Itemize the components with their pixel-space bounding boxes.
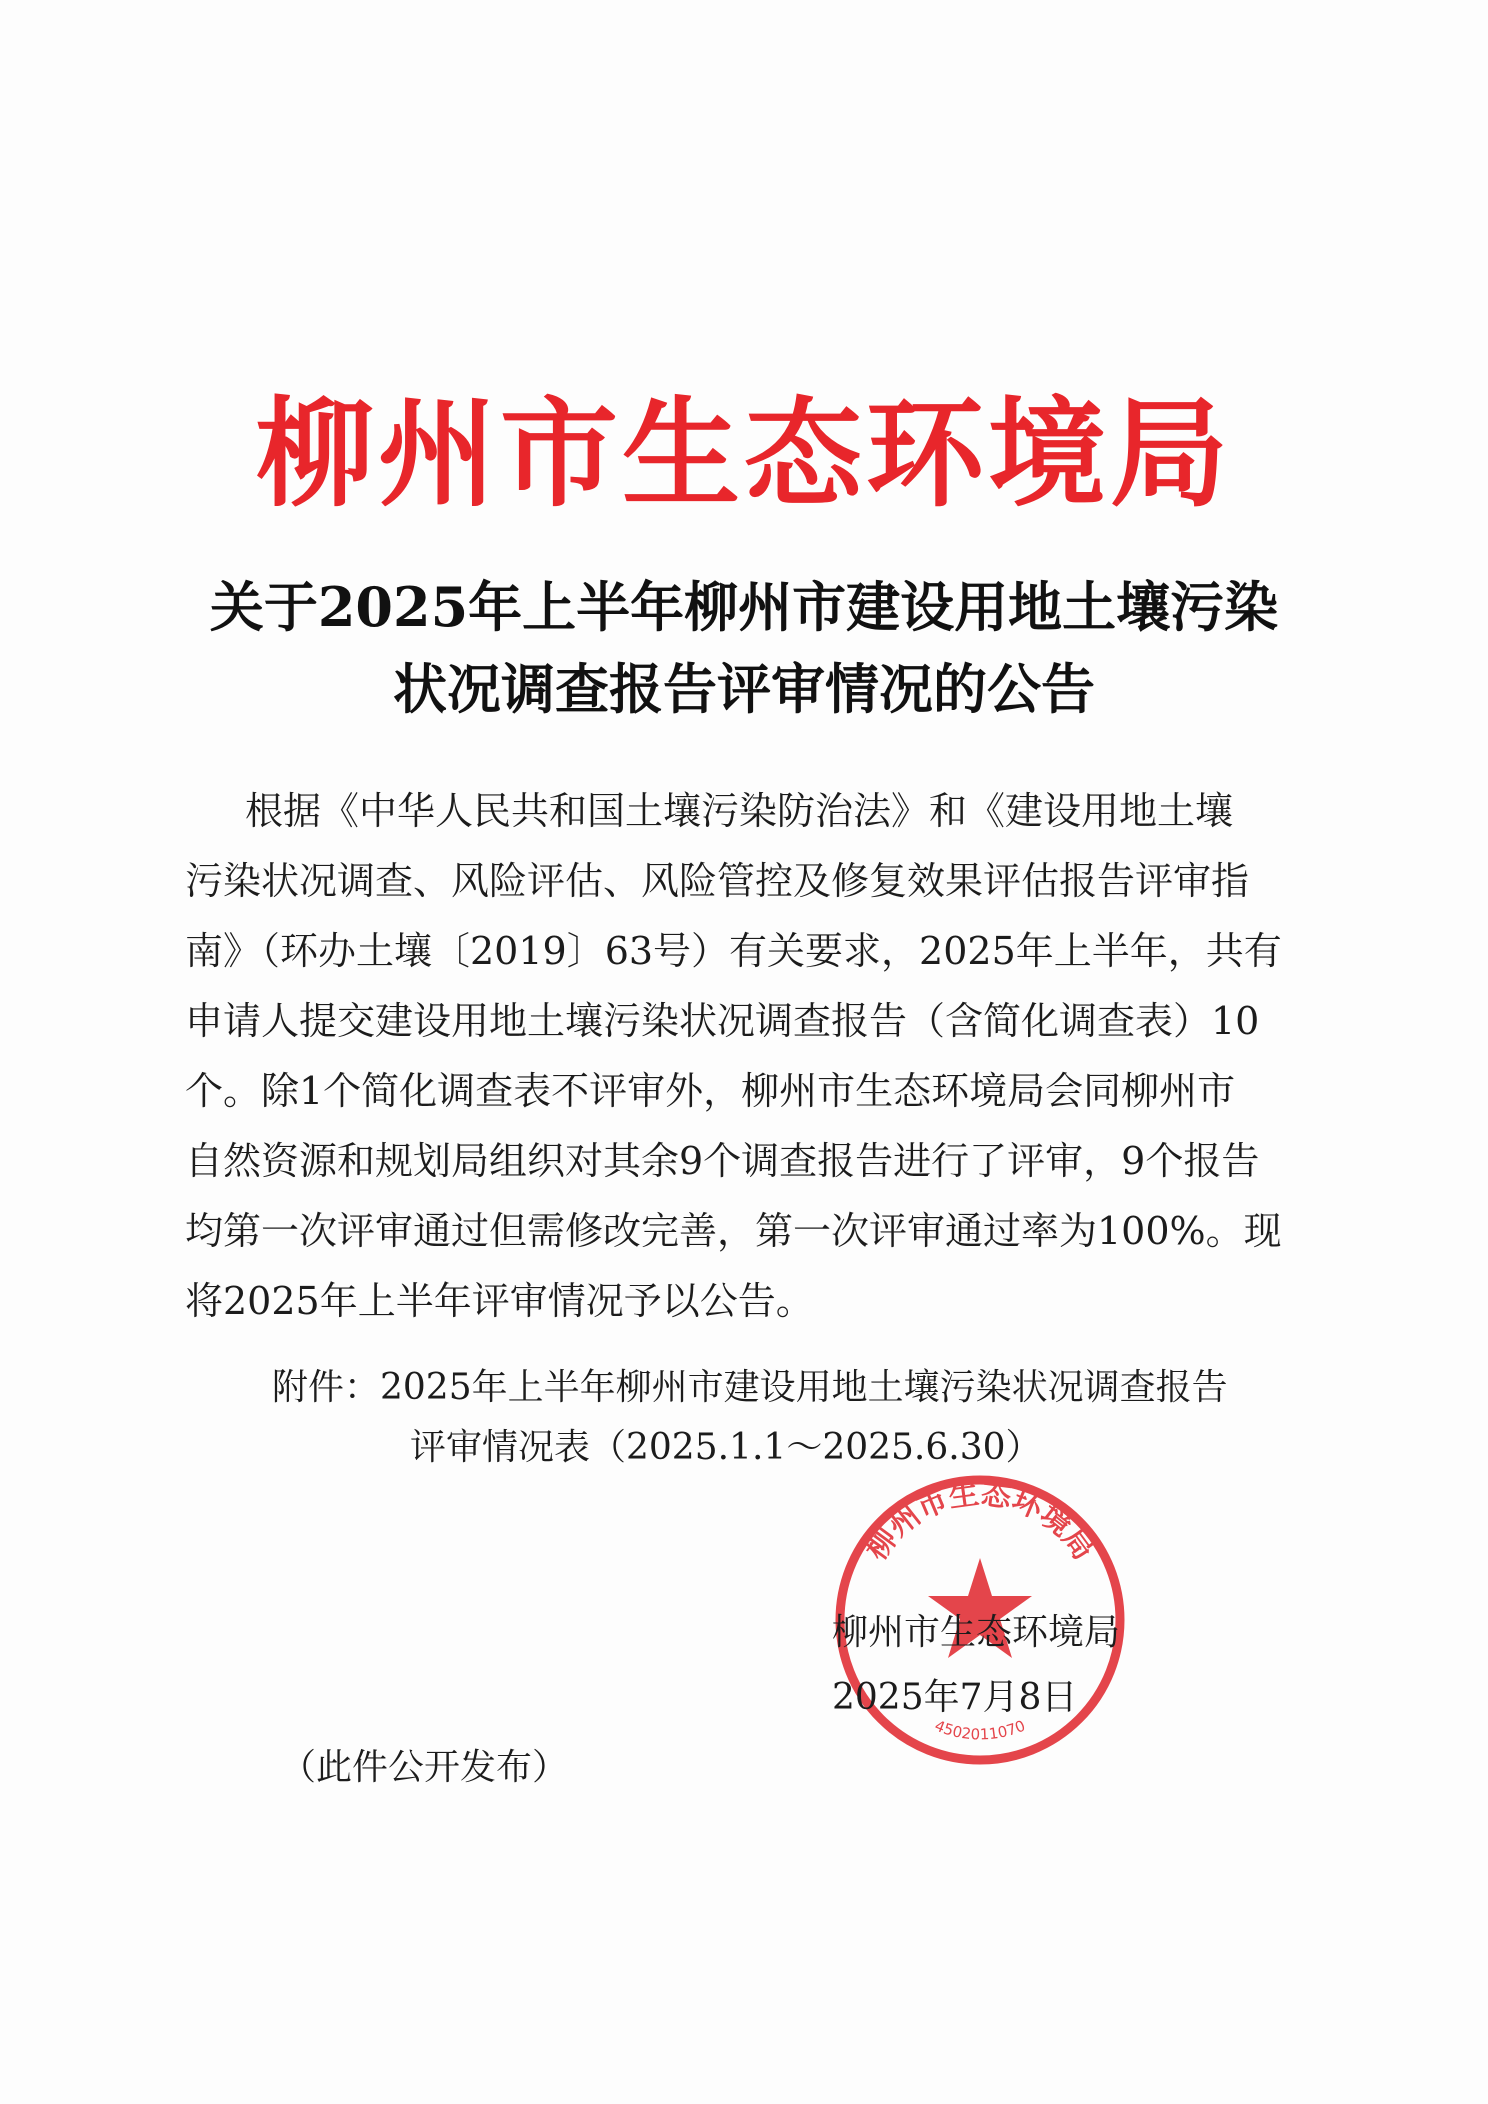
seal-text: 柳州市生态环境局 [859,1476,1101,1567]
body-line-8: 将2025年上半年评审情况予以公告。 [185,1279,814,1323]
body-line-2: 污染状况调查、风险评估、风险管控及修复效果评估报告评审指 [185,859,1250,903]
attachment-line-2: 评审情况表（2025.1.1～2025.6.30） [410,1427,1042,1468]
body-line-5: 个。除1个简化调查表不评审外，柳州市生态环境局会同柳州市 [185,1069,1236,1113]
attachment-line-1: 附件：2025年上半年柳州市建设用地土壤污染状况调查报告 [272,1367,1228,1408]
seal-number: 4502011070 [932,1716,1028,1744]
disclosure-note: （此件公开发布） [280,1747,569,1788]
signature-org: 柳州市生态环境局 [832,1612,1121,1653]
body-line-3: 南》（环办土壤〔2019〕63号）有关要求，2025年上半年，共有 [185,929,1282,973]
body-line-4: 申请人提交建设用地土壤污染状况调查报告（含简化调查表）10 [185,999,1260,1043]
body-line-7: 均第一次评审通过但需修改完善，第一次评审通过率为100%。现 [185,1209,1282,1253]
signature-date: 2025年7月8日 [832,1677,1078,1718]
body-line-1: 根据《中华人民共和国土壤污染防治法》和《建设用地土壤 [245,789,1234,833]
notice-title-line-1: 关于2025年上半年柳州市建设用地土壤污染 [209,575,1279,639]
notice-title-line-2: 状况调查报告评审情况的公告 [393,657,1095,721]
body-line-6: 自然资源和规划局组织对其余9个调查报告进行了评审，9个报告 [185,1139,1260,1183]
letterhead-title: 柳州市生态环境局 [255,384,1232,523]
